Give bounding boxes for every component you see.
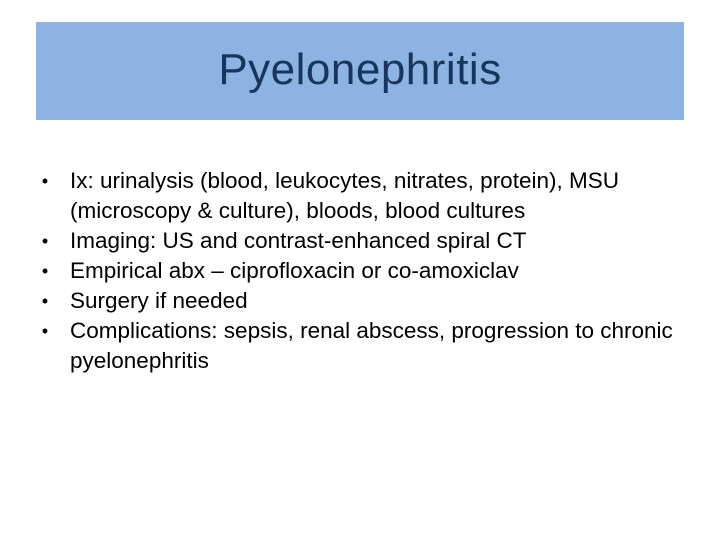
bullet-item-investigations <box>36 166 686 226</box>
slide-title: Pyelonephritis <box>218 45 502 94</box>
bullet-text: Empirical abx – ciprofloxacin or co-amoxiclav <box>70 258 519 283</box>
bullet-item-antibiotics <box>36 256 686 286</box>
bullet-item-complications <box>36 316 686 376</box>
bullet-item-imaging <box>36 226 686 256</box>
bullet-list <box>36 166 686 376</box>
bullet-icon: • <box>41 171 49 191</box>
bullet-item-surgery <box>36 286 686 316</box>
bullet-text: Complications: sepsis, renal abscess, progression to chronic pyelonephritis <box>70 318 673 373</box>
bullet-icon: • <box>41 321 49 341</box>
bullet-text: Surgery if needed <box>70 288 248 313</box>
bullet-text: Ix: urinalysis (blood, leukocytes, nitrates, protein), MSU (microscopy & culture), bloods, blood cultures <box>70 168 619 223</box>
bullet-text: Imaging: US and contrast-enhanced spiral CT <box>70 228 527 253</box>
title-banner <box>36 22 684 120</box>
bullet-icon: • <box>41 231 49 251</box>
bullet-icon: • <box>41 291 49 311</box>
bullet-icon: • <box>41 261 49 281</box>
